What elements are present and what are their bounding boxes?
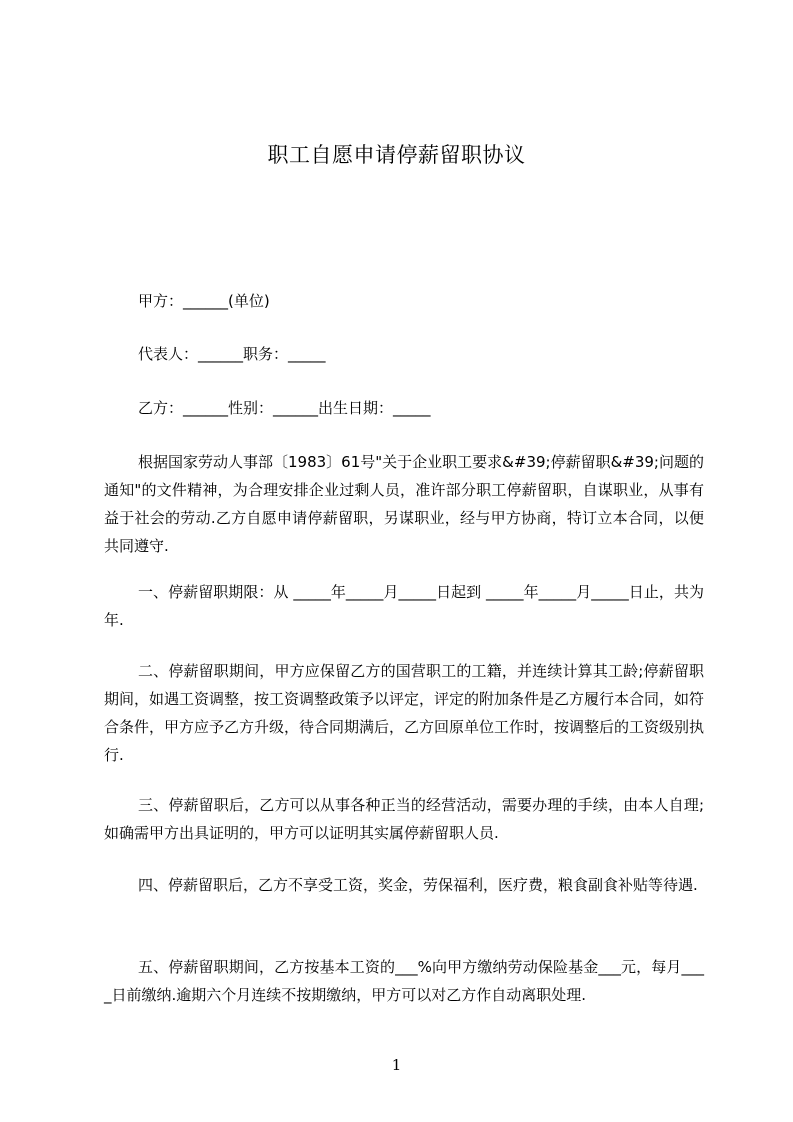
clause-1-paragraph: 一、停薪留职期限：从 _____年_____月_____日起到 _____年_____月_____日止，共为 年. bbox=[104, 583, 704, 629]
party-b-line: 乙方：______性别：______出生日期：_____ bbox=[138, 399, 431, 417]
page-number: 1 bbox=[391, 1056, 402, 1074]
clause-5-paragraph: 五、停薪留职期间，乙方按基本工资的___%向甲方缴纳劳动保险基金___元，每月____日前缴纳.逾期六个月连续不按期缴纳，甲方可以对乙方作自动离职处理. bbox=[104, 958, 704, 1004]
party-a-line: 甲方：______(单位) bbox=[138, 292, 270, 310]
clause-2-paragraph: 二、停薪留职期间，甲方应保留乙方的国营职工的工籍，并连续计算其工龄;停薪留职期间，如遇工资调整，按工资调整政策予以评定，评定的附加条件是乙方履行本合同，如符合条件，甲方应予乙方升级，待合同期满后，乙方回原单位工作时，按调整后的工资级别执行. bbox=[104, 662, 705, 764]
document-title: 职工自愿申请停薪留职协议 bbox=[267, 143, 526, 167]
clause-3-paragraph: 三、停薪留职后，乙方可以从事各种正当的经营活动，需要办理的手续，由本人自理;如确需甲方出具证明的，甲方可以证明其实属停薪留职人员. bbox=[104, 796, 704, 842]
representative-line: 代表人：______职务：_____ bbox=[138, 345, 326, 363]
intro-paragraph: 根据国家劳动人事部〔1983〕61号"关于企业职工要求&#39;停薪留职&#39;问题的通知"的文件精神，为合理安排企业过剩人员，准许部分职工停薪留职，自谋职业，从事有益于社会的劳动.乙方自愿申请停薪留职，另谋职业，经与甲方协商，特订立本合同，以便共同遵守. bbox=[104, 453, 704, 555]
clause-4-paragraph: 四、停薪留职后，乙方不享受工资，奖金，劳保福利，医疗费，粮食副食补贴等待遇. bbox=[138, 876, 698, 894]
